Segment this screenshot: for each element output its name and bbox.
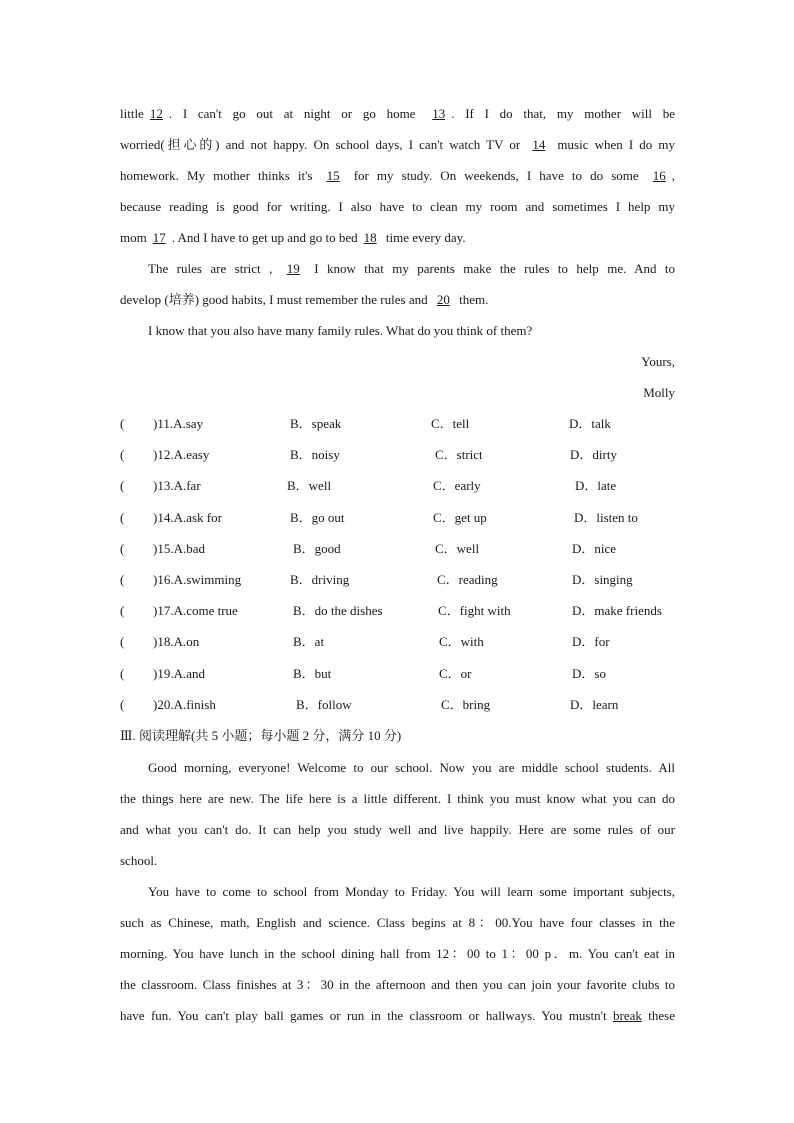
option-d: D．for [572, 634, 610, 650]
paragraph-line: You have to come to school from Monday to Friday. You will learn some important subjects, [148, 883, 675, 899]
option-b: B．speak [290, 416, 342, 431]
option-b: B．but [293, 665, 332, 681]
text: have fun. You can't play ball games or run in the classroom or hallways. You mustn't [120, 1007, 607, 1023]
option-d: D．late [575, 478, 617, 494]
passage-line [120, 129, 675, 160]
text: develop (培养) good habits, I must remember the rules and [120, 292, 428, 307]
question-row [120, 408, 675, 439]
answer-paren: ( [120, 696, 125, 712]
blank-18: 18 [363, 230, 377, 245]
blank-14: 14 [532, 137, 546, 152]
text: mom [120, 230, 147, 245]
question-row [120, 658, 675, 689]
paragraph-line: such as Chinese, math, English and science. Class begins at 8：00.You have four classes in the [120, 914, 675, 930]
question-row [120, 439, 675, 470]
option-c: C．bring [441, 696, 491, 712]
paragraph-line: the classroom. Class finishes at 3：30 in the afternoon and then you can join your favorite clubs to [120, 976, 675, 992]
paragraph-line: the things here are new. The life here is a little different. I think you must know what you can do [120, 790, 675, 806]
option-b: B．well [287, 478, 332, 494]
text: these [648, 1007, 675, 1023]
paragraph-line: school. [120, 852, 158, 868]
text: . And I have to get up and go to bed [171, 230, 358, 245]
answer-paren: ( [120, 634, 125, 650]
letter-signature: Molly [643, 385, 675, 400]
blank-20: 20 [436, 292, 450, 307]
option-b: B．good [293, 540, 341, 556]
option-c: C．reading [437, 571, 498, 587]
option-d: D．make friends [572, 603, 662, 619]
answer-paren: ( [120, 478, 125, 494]
option-c: C．or [439, 665, 472, 681]
option-c: C．with [439, 634, 484, 650]
passage-line [120, 98, 675, 129]
option-a: )18.A.on [153, 634, 200, 650]
option-c: C．get up [433, 509, 487, 525]
blank-17: 17 [152, 230, 166, 245]
option-a: )17.A.come true [153, 603, 238, 619]
question-row [120, 502, 675, 533]
option-b: B．noisy [290, 447, 340, 463]
question-row [120, 595, 675, 626]
question-row [120, 470, 675, 501]
question-row [120, 564, 675, 595]
option-d: D．listen to [574, 509, 638, 525]
blank-19: 19 [286, 261, 300, 276]
paragraph-line [120, 1000, 675, 1031]
answer-paren: ( [120, 416, 125, 431]
option-a: )20.A.finish [153, 696, 216, 712]
blank-16: 16 [652, 168, 666, 183]
text: music when I do my [557, 137, 675, 152]
text: them. [459, 292, 489, 307]
answer-paren: ( [120, 603, 125, 619]
blank-12: 12 [149, 106, 163, 121]
option-c: C．early [433, 478, 481, 494]
text: The rules are strict , [148, 261, 273, 276]
underlined-word: break [612, 1007, 642, 1023]
option-b: B．at [293, 634, 325, 650]
option-d: D．learn [570, 696, 619, 712]
paragraph-line: Good morning, everyone! Welcome to our school. Now you are middle school students. All [148, 759, 675, 775]
passage-line [120, 160, 675, 191]
option-b: B．driving [290, 571, 350, 587]
section-heading: Ⅲ. 阅读理解(共 5 小题；每小题 2 分，满分 10 分) [120, 727, 402, 743]
option-c: C．tell [431, 416, 470, 431]
paragraph-line: and what you can't do. It can help you study well and live happily. Here are some rules of our [120, 821, 675, 837]
worksheet-page [120, 98, 675, 1031]
option-c: C．well [435, 540, 480, 556]
option-a: )12.A.easy [153, 447, 210, 463]
answer-paren: ( [120, 571, 125, 587]
passage-line: because reading is good for writing. I also have to clean my room and sometimes I help my [120, 199, 675, 214]
option-d: D．singing [572, 571, 633, 587]
text: time every day. [385, 230, 466, 245]
text: homework. My mother thinks it's [120, 168, 313, 183]
question-row [120, 626, 675, 657]
passage-line: I know that you also have many family rules. What do you think of them? [148, 323, 533, 338]
question-row [120, 533, 675, 564]
question-list [120, 408, 675, 720]
option-d: D．so [572, 665, 606, 681]
answer-paren: ( [120, 447, 125, 463]
option-c: C．strict [435, 447, 483, 463]
reading-paragraph-1 [120, 752, 675, 876]
passage-line [120, 284, 675, 315]
option-d: D．talk [569, 416, 611, 431]
letter-closing: Yours, [641, 354, 675, 369]
answer-paren: ( [120, 540, 125, 556]
answer-paren: ( [120, 509, 125, 525]
option-b: B．go out [290, 509, 345, 525]
reading-paragraph-2 [120, 876, 675, 1031]
option-a: )11.A.say [153, 416, 204, 431]
answer-paren: ( [120, 665, 125, 681]
option-a: )19.A.and [153, 665, 205, 681]
text: . If I do that, my mother will be [451, 106, 675, 121]
blank-13: 13 [432, 106, 446, 121]
option-a: )14.A.ask for [153, 509, 222, 525]
option-d: D．dirty [570, 447, 617, 463]
option-a: )15.A.bad [153, 540, 205, 556]
blank-15: 15 [326, 168, 340, 183]
option-d: D．nice [572, 540, 617, 556]
text: I know that my parents make the rules to help me. And to [314, 261, 675, 276]
text: worried(担心的) and not happy. On school days, I can't watch TV or [120, 137, 521, 152]
passage-line [120, 222, 675, 253]
text: . I can't go out at night or go home [168, 106, 416, 121]
text: , [671, 168, 675, 183]
text: for my study. On weekends, I have to do some [353, 168, 639, 183]
option-a: )13.A.far [153, 478, 201, 494]
option-c: C．fight with [438, 603, 511, 619]
option-b: B．follow [296, 696, 352, 712]
passage-line [120, 253, 675, 284]
question-row [120, 689, 675, 720]
text: little [120, 106, 144, 121]
option-b: B．do the dishes [293, 603, 383, 619]
option-a: )16.A.swimming [153, 571, 242, 587]
paragraph-line: morning. You have lunch in the school dining hall from 12：00 to 1：00 p．m. You can't eat in [120, 945, 675, 961]
